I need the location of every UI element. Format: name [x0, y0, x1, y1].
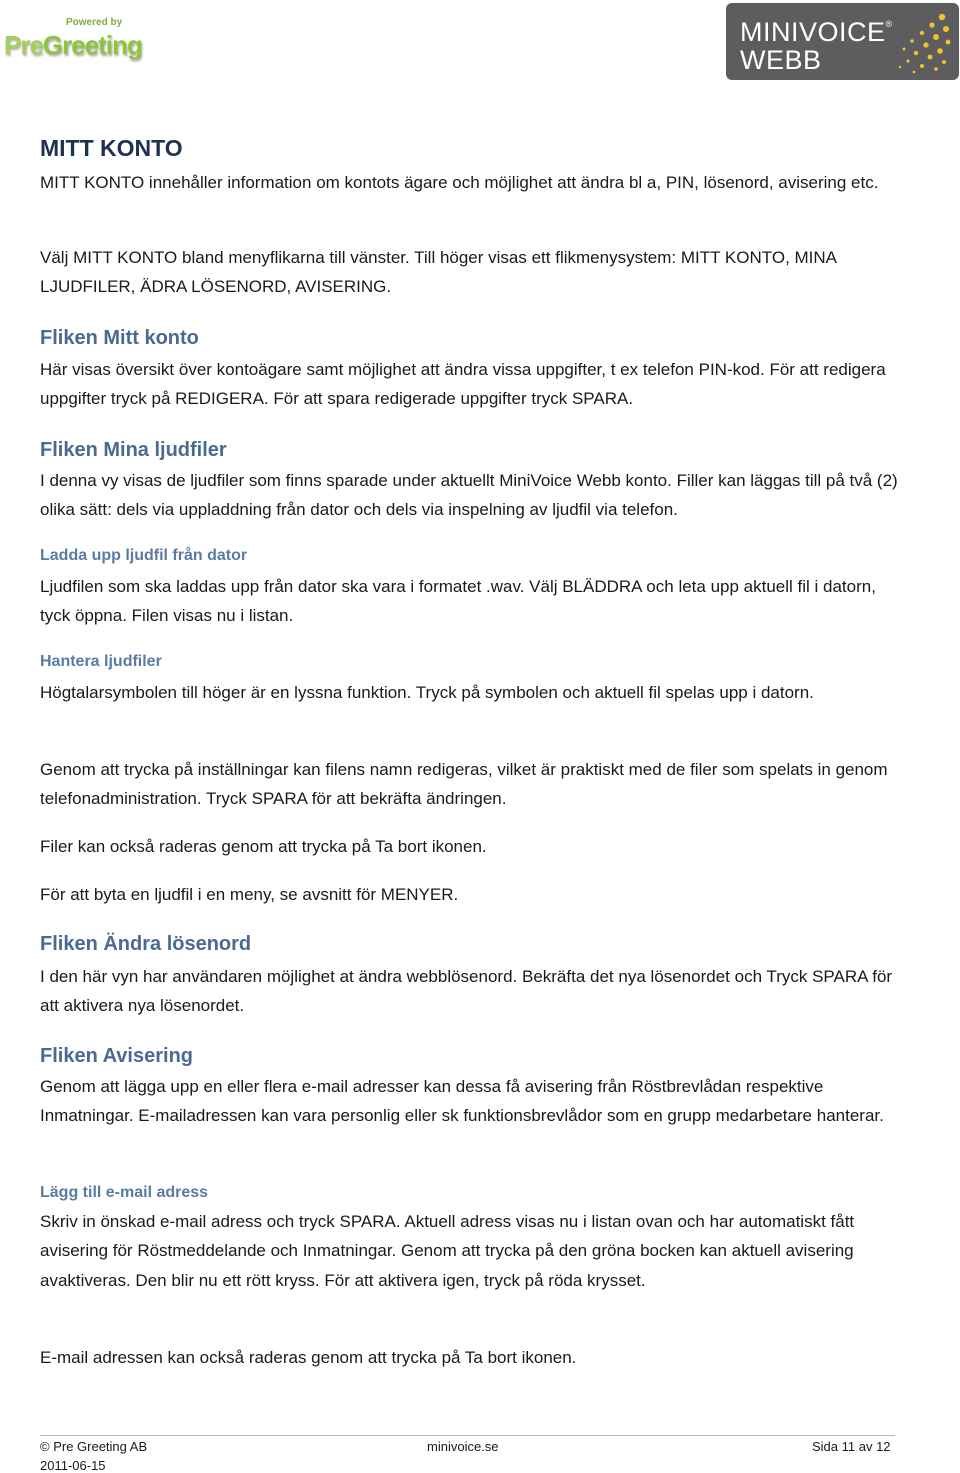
minivoice-webb-logo — [726, 3, 959, 80]
fliken-mitt-konto-text: Här visas översikt över kontoägare samt möjlighet att ändra vissa uppgifter, t ex telefon PIN-kod. För att redigera uppgifter tryck på REDIGERA. För att spara redigerade uppgifter tryck SPARA. — [40, 360, 886, 409]
pregreeting-logo — [4, 8, 154, 70]
dots-icon — [894, 11, 954, 75]
footer-date: 2011-06-15 — [40, 1458, 106, 1473]
footer-divider — [40, 1435, 895, 1436]
hantera-heading: Hantera ljudfiler — [40, 653, 162, 670]
fliken-avisering-text: Genom att lägga upp en eller flera e-mail adresser kan dessa få avisering från Röstbrevlådan respektive Inmatningar. E-mailadressen kan vara personlig eller sk funktionsbrevlådor som en grupp medarbetare hanterar. — [40, 1077, 884, 1126]
fliken-ljudfiler-text: I denna vy visas de ljudfiler som finns sparade under aktuellt MiniVoice Webb konto. Filler kan läggas till på två (2) olika sätt: dels via uppladdning från dator och dels via inspelning av ljudfil via telefon. — [40, 471, 898, 520]
powered-by-label: Powered by — [66, 17, 123, 28]
fliken-avisering-heading: Fliken Avisering — [40, 1045, 194, 1067]
email-text-1: Skriv in önskad e-mail adress och tryck SPARA. Aktuell adress visas nu i listan ovan och har automatiskt fått avisering för Röstmeddelande och Inmatningar. Genom att trycka på den gröna bocken kan aktuell avisering avaktiveras. Den blir nu ett rött kryss. För att aktivera igen, tryck på röda krysset. — [40, 1212, 855, 1290]
mitt-konto-intro: MITT KONTO innehåller information om kontots ägare och möjlighet att ändra bl a, PIN, lösenord, avisering etc. — [40, 173, 879, 192]
email-text-2: E-mail adressen kan också raderas genom att trycka på Ta bort ikonen. — [40, 1348, 577, 1367]
hantera-text-4: För att byta en ljudfil i en meny, se avsnitt för MENYER. — [40, 885, 459, 904]
hantera-text-3: Filer kan också raderas genom att trycka på Ta bort ikonen. — [40, 837, 487, 856]
email-heading: Lägg till e-mail adress — [40, 1184, 209, 1201]
mitt-konto-heading: MITT KONTO — [40, 135, 183, 161]
footer-site: minivoice.se — [427, 1439, 499, 1454]
mitt-konto-instructions: Välj MITT KONTO bland menyflikarna till vänster. Till höger visas ett flikmenysystem: MITT KONTO, MINA LJUDFILER, ÄDRA LÖSENORD, AVISERING. — [40, 248, 837, 297]
ladda-upp-heading: Ladda upp ljudfil från dator — [40, 547, 248, 564]
fliken-ljudfiler-heading: Fliken Mina ljudfiler — [40, 439, 227, 461]
hantera-text-1: Högtalarsymbolen till höger är en lyssna funktion. Tryck på symbolen och aktuell fil spelas upp i datorn. — [40, 683, 814, 702]
footer-company: © Pre Greeting AB — [40, 1439, 148, 1454]
ladda-upp-text: Ljudfilen som ska laddas upp från dator ska vara i formatet .wav. Välj BLÄDDRA och leta upp aktuell fil i datorn, tyck öppna. Filen visas nu i listan. — [40, 577, 876, 626]
minivoice-logo-line1: MINIVOICE® — [740, 17, 893, 47]
fliken-mitt-konto-heading: Fliken Mitt konto — [40, 327, 199, 349]
fliken-losenord-text: I den här vyn har användaren möjlighet at ändra webblösenord. Bekräfta det nya lösenordet och Tryck SPARA för att aktivera nya lösenordet. — [40, 967, 893, 1016]
hantera-text-2: Genom att trycka på inställningar kan filens namn redigeras, vilket är praktiskt med de filer som spelats in genom telefonadministration. Tryck SPARA för att bekräfta ändringen. — [40, 760, 888, 809]
fliken-losenord-heading: Fliken Ändra lösenord — [40, 933, 252, 955]
minivoice-logo-line2: WEBB — [740, 45, 822, 75]
pregreeting-wordmark: PreGreeting — [4, 30, 142, 60]
footer-page-number: Sida 11 av 12 — [812, 1439, 891, 1454]
